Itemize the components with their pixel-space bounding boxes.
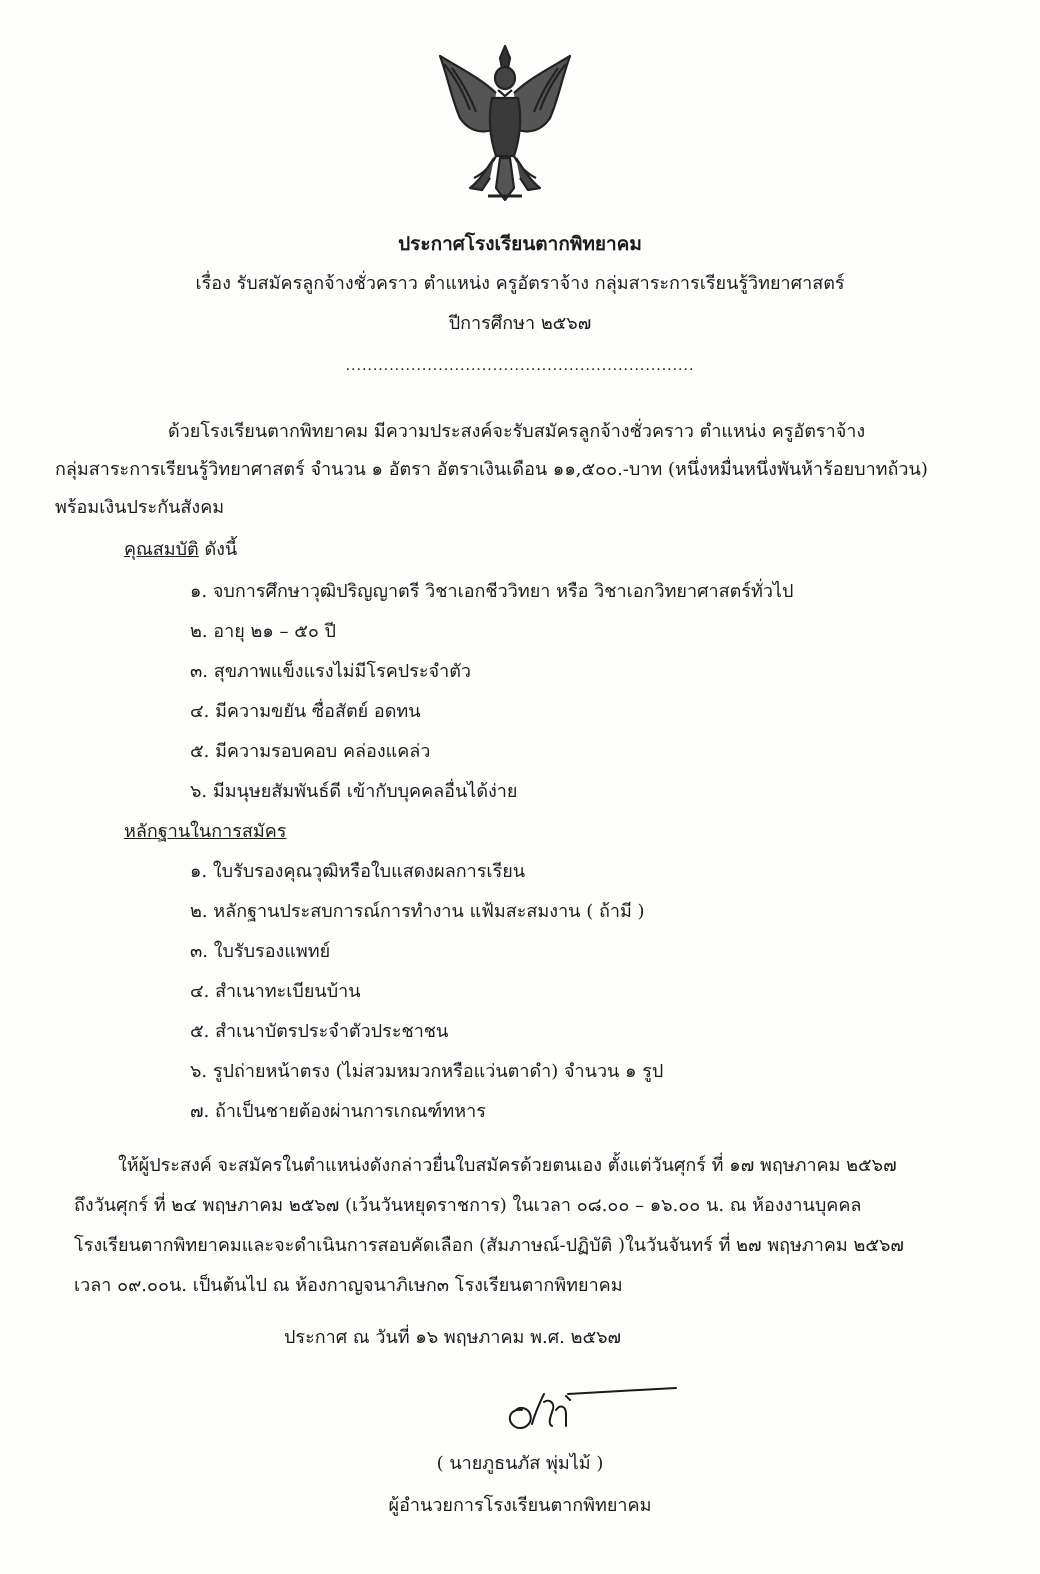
evidence-heading: หลักฐานในการสมัคร bbox=[124, 821, 287, 842]
qualifications-heading-label: คุณสมบัติ bbox=[124, 539, 199, 560]
qualification-item: ๓. สุขภาพแข็งแรงไม่มีโรคประจำตัว bbox=[190, 661, 472, 682]
application-line-1: ให้ผู้ประสงค์ จะสมัครในตำแหน่งดังกล่าวยื่นใบสมัครด้วยตนเอง ตั้งแต่วันศุกร์ ที่ ๑๗ พฤษภาคม ๒๕๖๗ bbox=[118, 1155, 897, 1176]
intro-line-1: ด้วยโรงเรียนตากพิทยาคม มีความประสงค์จะรับสมัครลูกจ้างชั่วคราว ตำแหน่ง ครูอัตราจ้าง bbox=[168, 421, 866, 442]
divider: ................................................................ bbox=[345, 358, 695, 374]
application-line-2: ถึงวันศุกร์ ที่ ๒๔ พฤษภาคม ๒๕๖๗ (เว้นวันหยุดราชการ) ในเวลา ๐๘.๐๐ – ๑๖.๐๐ น. ณ ห้องงานบุคคล bbox=[74, 1195, 862, 1216]
academic-year: ปีการศึกษา ๒๕๖๗ bbox=[448, 313, 592, 334]
announcement-date: ประกาศ ณ วันที่ ๑๖ พฤษภาคม พ.ศ. ๒๕๖๗ bbox=[284, 1327, 622, 1348]
qualifications-heading bbox=[124, 538, 237, 562]
intro-line-2: กลุ่มสาระการเรียนรู้วิทยาศาสตร์ จำนวน ๑ อัตรา อัตราเงินเดือน ๑๑,๕๐๐.-บาท (หนึ่งหมื่นหนึ่งพันห้าร้อยบาทถ้วน) bbox=[55, 459, 928, 480]
qualification-item: ๒. อายุ ๒๑ – ๕๐ ปี bbox=[190, 621, 336, 642]
evidence-item: ๓. ใบรับรองแพทย์ bbox=[190, 941, 331, 962]
qualification-item: ๔. มีความขยัน ซื่อสัตย์ อดทน bbox=[190, 701, 421, 722]
qualification-item: ๖. มีมนุษยสัมพันธ์ดี เข้ากับบุคคลอื่นได้ง่าย bbox=[190, 781, 518, 802]
intro-line-3: พร้อมเงินประกันสังคม bbox=[55, 497, 225, 518]
evidence-item: ๕. สำเนาบัตรประจำตัวประชาชน bbox=[190, 1021, 449, 1042]
evidence-item: ๖. รูปถ่ายหน้าตรง (ไม่สวมหมวกหรือแว่นตาดำ) จำนวน ๑ รูป bbox=[190, 1061, 664, 1082]
qualification-item: ๕. มีความรอบคอบ คล่องแคล่ว bbox=[190, 741, 431, 762]
evidence-item: ๔. สำเนาทะเบียนบ้าน bbox=[190, 981, 361, 1002]
signatory-name: ( นายภูธนภัส พุ่มไม้ ) bbox=[436, 1453, 604, 1474]
application-line-4: เวลา ๐๙.๐๐น. เป็นต้นไป ณ ห้องกาญจนาภิเษก๓ โรงเรียนตากพิทยาคม bbox=[74, 1275, 623, 1296]
garuda-emblem-icon bbox=[430, 38, 580, 208]
page-title: ประกาศโรงเรียนตากพิทยาคม bbox=[398, 233, 642, 255]
subject-line: เรื่อง รับสมัครลูกจ้างชั่วคราว ตำแหน่ง ครูอัตราจ้าง กลุ่มสาระการเรียนรู้วิทยาศาสตร์ bbox=[195, 273, 845, 294]
signature-image bbox=[500, 1380, 680, 1440]
evidence-item: ๗. ถ้าเป็นชายต้องผ่านการเกณฑ์ทหาร bbox=[190, 1101, 486, 1122]
application-line-3: โรงเรียนตากพิทยาคมและจะดำเนินการสอบคัดเลือก (สัมภาษณ์-ปฏิบัติ )ในวันจันทร์ ที่ ๒๗ พฤษภาคม ๒๕๖๗ bbox=[74, 1235, 904, 1256]
qualifications-heading-suffix: ดังนี้ bbox=[198, 539, 238, 560]
evidence-item: ๒. หลักฐานประสบการณ์การทำงาน แฟ้มสะสมงาน ( ถ้ามี ) bbox=[190, 901, 645, 922]
evidence-item: ๑. ใบรับรองคุณวุฒิหรือใบแสดงผลการเรียน bbox=[190, 861, 526, 882]
qualification-item: ๑. จบการศึกษาวุฒิปริญญาตรี วิชาเอกชีววิทยา หรือ วิชาเอกวิทยาศาสตร์ทั่วไป bbox=[190, 581, 794, 602]
signatory-position: ผู้อำนวยการโรงเรียนตากพิทยาคม bbox=[388, 1495, 652, 1516]
